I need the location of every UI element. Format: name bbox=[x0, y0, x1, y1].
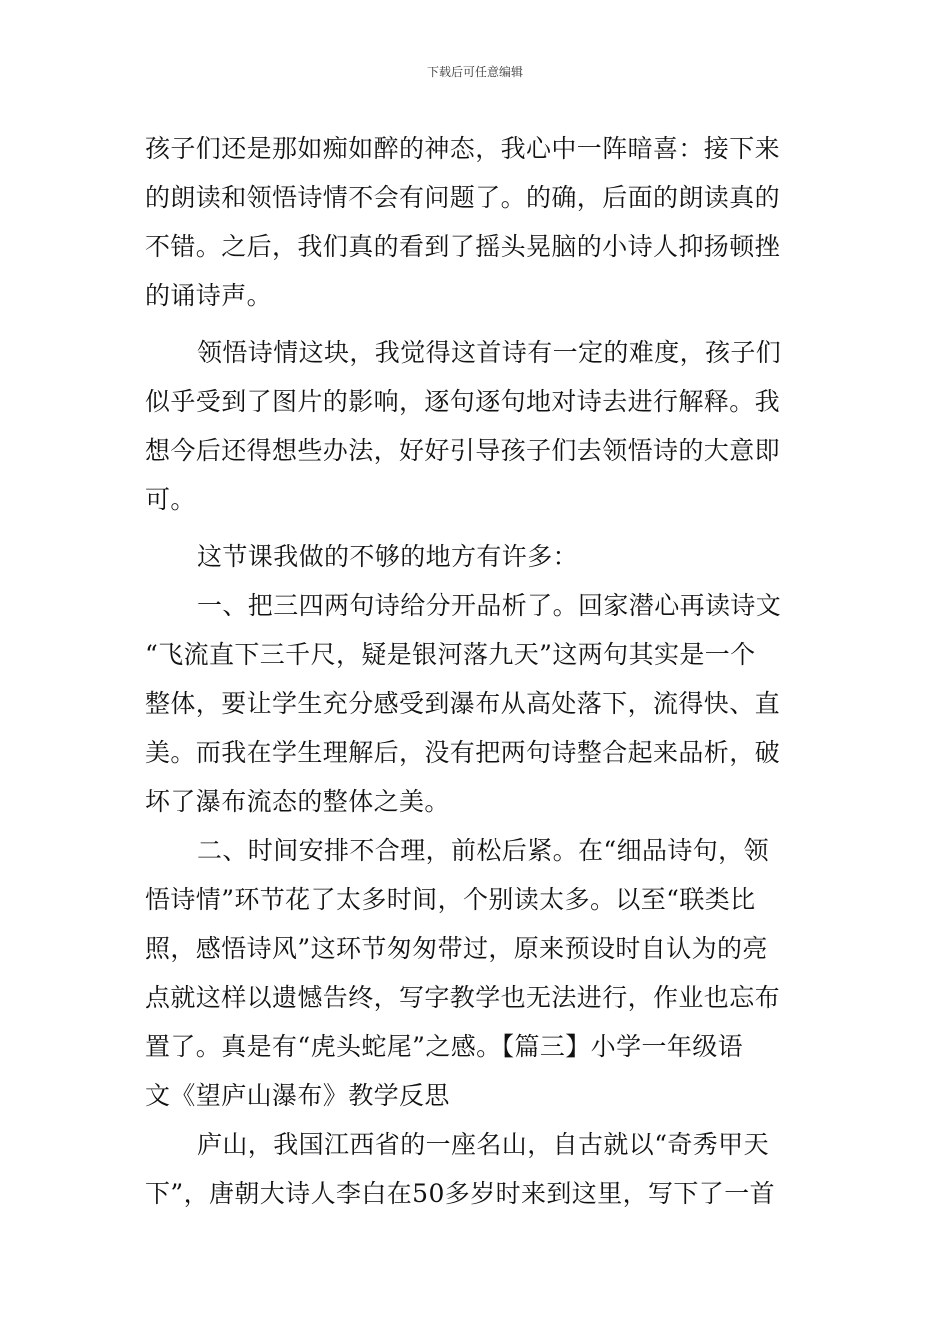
text-line: 这节课我做的不够的地方有许多： bbox=[197, 542, 579, 571]
text-line: 下”，唐朝大诗人李白在50多岁时来到这里，写下了一首 bbox=[145, 1179, 775, 1208]
text-line: 孩子们还是那如痴如醉的神态，我心中一阵暗喜：接下来 bbox=[145, 134, 781, 163]
text-line: 二、时间安排不合理，前松后紧。在“细品诗句，领 bbox=[197, 836, 769, 865]
text-line: 坏了瀑布流态的整体之美。 bbox=[145, 787, 450, 816]
text-line: 一、把三四两句诗给分开品析了。回家潜心再读诗文 bbox=[197, 591, 782, 620]
document-body bbox=[145, 124, 810, 1218]
text-line: 的朗读和领悟诗情不会有问题了。的确，后面的朗读真的 bbox=[145, 183, 781, 212]
text-line: 悟诗情”环节花了太多时间，个别读太多。以至“联类比 bbox=[145, 885, 756, 914]
text-line: 文《望庐山瀑布》教学反思 bbox=[145, 1081, 450, 1110]
text-line: 照，感悟诗风”这环节匆匆带过，原来预设时自认为的亮 bbox=[145, 934, 768, 963]
text-line: 置了。真是有“虎头蛇尾”之感。【篇三】小学一年级语 bbox=[145, 1032, 744, 1061]
text-line: 想今后还得想些办法，好好引导孩子们去领悟诗的大意即 bbox=[145, 436, 781, 465]
page-header: 下载后可任意编辑 bbox=[426, 65, 523, 79]
text-line: 庐山，我国江西省的一座名山，自古就以“奇秀甲天 bbox=[197, 1130, 769, 1159]
text-line: 的诵诗声。 bbox=[145, 281, 273, 310]
text-line: 整体，要让学生充分感受到瀑布从高处落下，流得快、直 bbox=[145, 689, 781, 718]
text-line: 似乎受到了图片的影响，逐句逐句地对诗去进行解释。我 bbox=[145, 387, 781, 416]
text-line: 可。 bbox=[145, 485, 196, 514]
text-line: 不错。之后，我们真的看到了摇头晃脑的小诗人抑扬顿挫 bbox=[145, 232, 781, 261]
text-line: 美。而我在学生理解后，没有把两句诗整合起来品析，破 bbox=[145, 738, 781, 767]
text-line: 点就这样以遗憾告终，写字教学也无法进行，作业也忘布 bbox=[145, 983, 781, 1012]
text-line: 领悟诗情这块，我觉得这首诗有一定的难度，孩子们 bbox=[197, 338, 782, 367]
text-line: “飞流直下三千尺，疑是银河落九天”这两句其实是一个 bbox=[145, 640, 756, 669]
